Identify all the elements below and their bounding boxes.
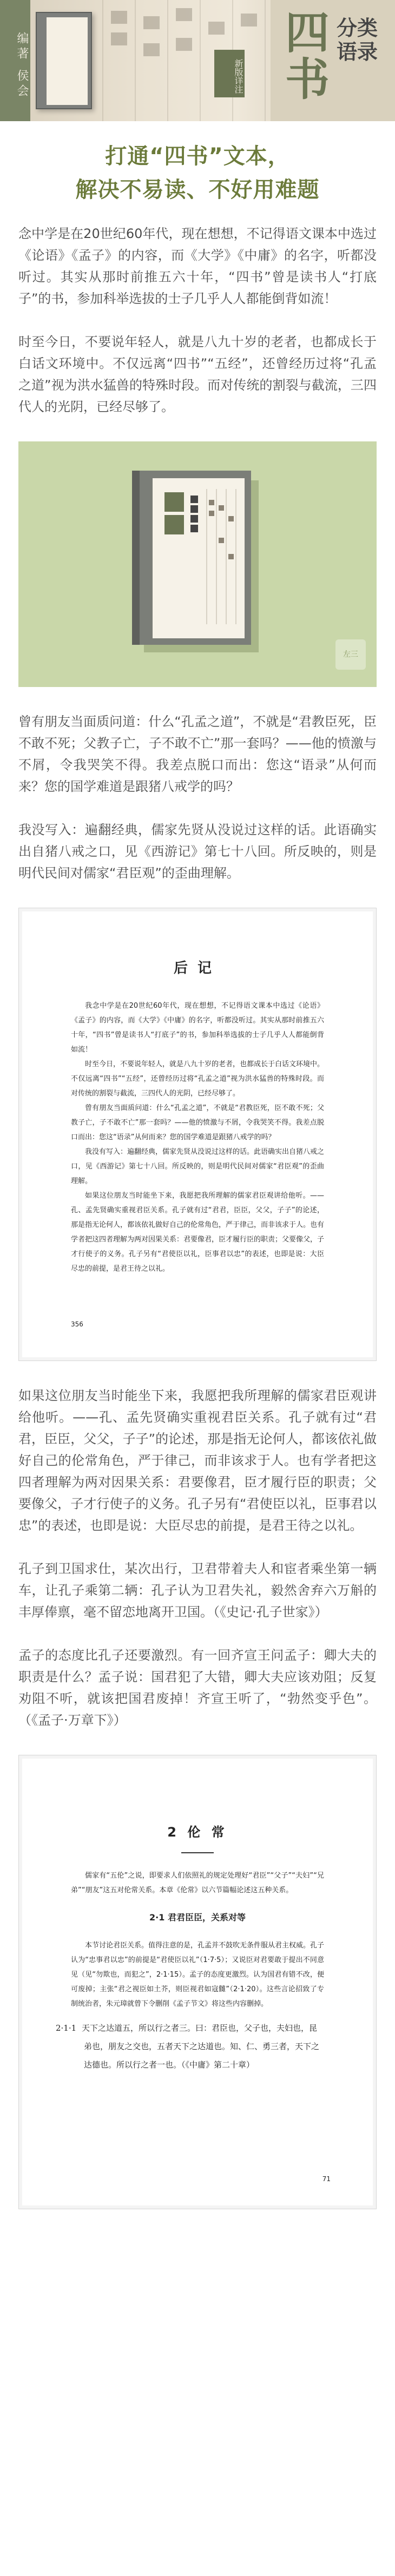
page-number: 71: [322, 2175, 331, 2183]
chapter-intro: 儒家有“五伦”之说，即要求人们依照礼的规定处理好“君臣”“父子”“夫妇”“兄弟”“朋友”这五对伦常关系。本章《伦常》以六节篇幅论述这五种关系。: [71, 1872, 324, 1894]
paragraph-3: 曾有朋友当面质问道：什么“孔孟之道”，不就是“君教臣死，臣不敢不死；父教子亡，子不敢不亡”那一套吗？——他的愤激与不屑，令我哭笑不得。我差点脱口而出：您这“语录”从何而来？您的国学难道是跟猪八戒学的吗？: [18, 714, 377, 794]
scanned-page-afterword: [18, 908, 377, 1361]
manuscript-background: [81, 0, 287, 121]
headline: [0, 121, 395, 223]
page-number: 356: [71, 1320, 83, 1328]
title-rule: [181, 1852, 214, 1853]
classic-quote: [19, 2019, 376, 2074]
scan-paragraph: 如果这位朋友当时能坐下来，我愿把我所理解的儒家君臣观讲给他听。——孔、孟先贤确实重视君臣关系。孔子就有过“君君，臣臣，父父，子子”的论述，那是指无论何人，都该依礼做好自己的伦常角色，严于律己，而非该求于人。也有学者把这四者理解为两对因果关系：君要像君，臣才履行臣的职责；父要像父，子才行使子的义务。孔子另有“君使臣以礼，臣事君以忠”的表述，也即是说：大臣尽忠的前提，是君王待之以礼。: [71, 1192, 325, 1273]
headline-line-2: 解决不易读、不好用难题: [75, 177, 320, 202]
edition-tag: 新版详注: [214, 50, 245, 97]
headline-line-1: 打通“四书”文本，: [105, 144, 290, 169]
paragraph-1: 念中学是在20世纪60年代，现在想想，不记得语文课本中选过《论语》《孟子》的内容，而《大学》《中庸》的名字，听都没听过。其实从那时前推五六十年，“四书”曾是读书人“打底子”的书，参加科举选拔的士子几乎人人都能倒背如流！: [18, 226, 377, 306]
scan-paragraph: 曾有朋友当面质问道：什么“孔孟之道”，不就是“君教臣死，臣不敢不死；父教子亡，子不敢不亡”那一套吗？——他的愤激与不屑，令我哭笑不得。我差点脱口而出：您这“语录”从何而来？您的国学难道是跟猪八戒学的吗？: [71, 1104, 324, 1141]
quote-text: 天下之达道五，所以行之者三。曰：君臣也，父子也，夫妇也，昆弟也，朋友之交也，五者天下之达道也。知、仁、勇三者，天下之达德也。所以行之者一也。（《中庸》第二十章）: [82, 2023, 320, 2070]
book-banner: [0, 0, 395, 121]
paragraph-5: 如果这位朋友当时能坐下来，我愿把我所理解的儒家君臣观讲给他听。——孔、孟先贤确实重视君臣关系。孔子就有过“君君，臣臣，父父，子子”的论述，那是指无论何人，都该依礼做好自己的伦常角色，严于律己，而非该求于人。也有学者把这四者理解为两对因果关系：君要像君，臣才履行臣的职责；父要像父，子才行使子的义务。孔子另有“君使臣以礼，臣事君以忠”的表述，也即是说：大臣尽忠的前提，是君王待之以礼。: [18, 1388, 377, 1533]
scan-paragraph: 我念中学是在20世纪60年代，现在想想，不记得语文课本中选过《论语》《孟子》的内容，而《大学》《中庸》的名字，听都没听过。其实从那时前推五六十年，“四书”曾是读书人“打底子”的书，参加科举选拔的士子几乎人人都能倒背如流！: [71, 1002, 324, 1054]
scanned-page-chapter: [18, 1755, 377, 2209]
scan-paragraph: 我没有写入：遍翻经典，儒家先贤从没说过这样的话。此语确实出自猪八戒之口，见《西游记》第七十八回。所反映的，则是明代民间对儒家“君臣观”的歪曲理解。: [71, 1148, 325, 1185]
scan-body: [19, 999, 376, 1276]
paragraph-6: 孔子到卫国求仕，某次出行，卫君带着夫人和宦者乘坐第一辆车，让孔子乘第二辆：孔子认为卫君失礼，毅然舍弃六万斛的丰厚俸禀，毫不留恋地离开卫国。（《史记·孔子世家》）: [18, 1561, 377, 1620]
chapter-title: 2 伦 常: [167, 1825, 228, 1840]
section-title: 2·1 君君臣臣，关系对等: [149, 1912, 246, 1923]
seal-watermark: 左三: [335, 639, 366, 670]
paragraph-4: 我没写入：遍翻经典，儒家先贤从没说过这样的话。此语确实出自猪八戒之口，见《西游记》第七十八回。所反映的，则是明代民间对儒家“君臣观”的歪曲理解。: [18, 822, 377, 881]
book-cover-thumbnail: [36, 12, 92, 109]
scan-paragraph: 时至今日，不要说年轻人，就是八九十岁的老者，也都成长于白话文环境中。不仅远离“四书”“五经”，还曾经历过将“孔孟之道”视为洪水猛兽的特殊时段。而对传统的割裂与截流，三四代人的光阴，已经尽够了。: [71, 1060, 325, 1098]
book-title-large: 四书: [285, 7, 330, 105]
quote-number: 2·1·1: [56, 2023, 77, 2033]
section-body: 本节讨论君臣关系。值得注意的是，孔孟并不鼓吹无条件服从君主权威。孔子认为“忠事君以忠”的前提是“君使臣以礼”（1·7·5）；又说臣对君要敢于提出不同意见（见“勿欺也，而犯之”，2·1·15）。孟子的态度更激烈。认为国君有错不改，便可废掉；主张“君之视臣如土芥，则臣视君如寇雠”（2·1·20）。这些言论招致了专制统治者，朱元璋就曾下令删削《孟子节文》将这些内容删掉。: [71, 1941, 325, 2008]
author-label: 编著 侯会: [0, 0, 30, 121]
book-title-small: 分类语录: [337, 16, 378, 64]
paragraph-7: 孟子的态度比孔子还要激烈。有一回齐宣王问孟子：卿大夫的职责是什么？孟子说：国君犯了大错，卿大夫应该劝阻；反复劝阻不听，就该把国君废掉！齐宣王听了，“勃然变乎色”。（《孟子·万章下》）: [18, 1648, 377, 1728]
scan-title: 后记: [173, 960, 221, 976]
book-3d-cover: [132, 471, 251, 645]
book-photo: [18, 441, 377, 687]
paragraph-2: 时至今日，不要说年轻人，就是八九十岁的老者，也都成长于白话文环境中。不仅远离“四书”“五经”，还曾经历过将“孔孟之道”视为洪水猛兽的特殊时段。而对传统的割裂与截流，三四代人的光阴，已经尽够了。: [18, 334, 377, 414]
